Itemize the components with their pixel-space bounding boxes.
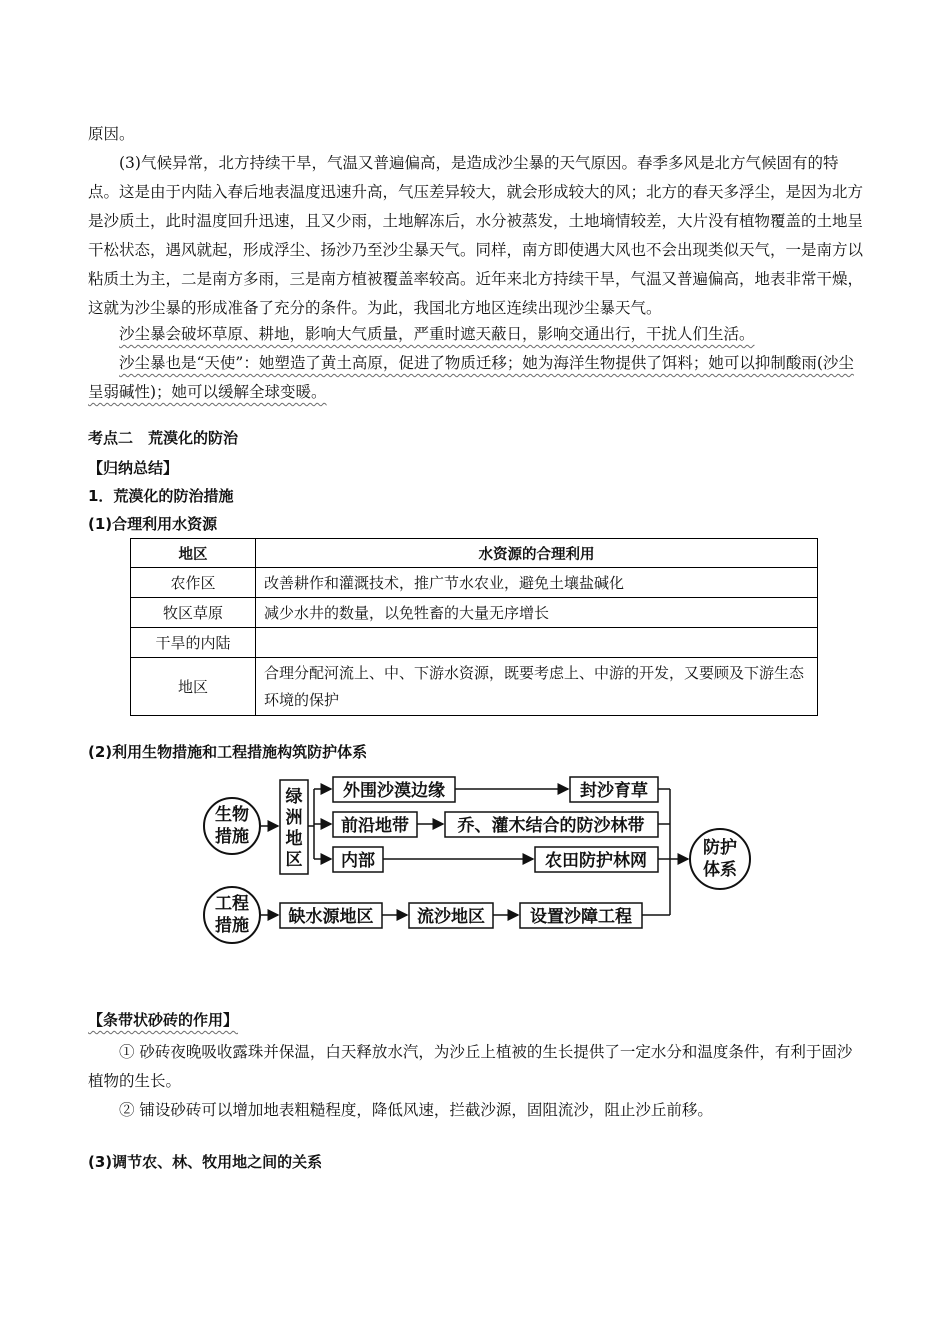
bio-label-1: 生物: [215, 805, 249, 825]
paragraph-harm: [88, 320, 864, 349]
protection-flowchart: [200, 770, 780, 950]
brick-item-2: ② 铺设砂砖可以增加地表粗糙程度，降低风速，拦截沙源，固阻流沙，阻止沙丘前移。: [119, 1101, 713, 1119]
bio-label-2: 措施: [215, 827, 249, 847]
system-label-2: 体系: [703, 860, 737, 880]
seal-label: 封沙育草: [580, 781, 648, 801]
lack-water-label: 缺水源地区: [288, 907, 374, 927]
cell-use: 减少水井的数量，以免牲畜的大量无序增长: [256, 598, 818, 628]
system-label-1: 防护: [703, 838, 737, 858]
table-row: [131, 658, 818, 716]
brick-title: 【条带状砂砖的作用】: [88, 1011, 239, 1029]
heading-measures: 1．荒漠化的防治措施: [88, 487, 234, 505]
oasis-char: 区: [285, 850, 303, 870]
heading-land-use: (3)调节农、林、牧用地之间的关系: [88, 1153, 323, 1171]
oasis-char: 绿: [285, 787, 303, 807]
cell-use: 合理分配河流上、中、下游水资源，既要考虑上、中游的开发，又要顾及下游生态环境的保护: [256, 658, 818, 716]
farm-net-label: 农田防护林网: [545, 851, 647, 871]
header-region: 地区: [131, 539, 256, 568]
section-title: 考点二 荒漠化的防治: [88, 429, 239, 447]
cell-region: 地区: [131, 658, 256, 716]
summary-heading: 【归纳总结】: [88, 459, 179, 477]
inner-label: 内部: [341, 851, 375, 871]
forest-belt-label: 乔、灌木结合的防沙林带: [457, 816, 645, 836]
eng-label-2: 措施: [215, 916, 249, 936]
sand-area-label: 流沙地区: [417, 907, 485, 927]
oasis-char: 洲: [285, 808, 303, 828]
barrier-label: 设置沙障工程: [530, 907, 632, 927]
front-label: 前沿地带: [341, 816, 409, 836]
eng-label-1: 工程: [215, 894, 249, 914]
angel-text: 沙尘暴也是“天使”：她塑造了黄土高原，促进了物质迁移；她为海洋生物提供了饵料；她可以抑制酸雨(沙尘呈弱碱性)；她可以缓解全球变暖。: [88, 354, 854, 401]
brick-item-1: ① 砂砖夜晚吸收露珠并保温，白天释放水汽，为沙丘上植被的生长提供了一定水分和温度条件，有利于固沙植物的生长。: [88, 1043, 853, 1090]
heading-protection: (2)利用生物措施和工程措施构筑防护体系: [88, 743, 368, 761]
cell-use-empty: [256, 628, 818, 658]
table-row: [131, 598, 818, 628]
harm-text: 沙尘暴会破坏草原、耕地，影响大气质量，严重时遮天蔽日，影响交通出行，干扰人们生活。: [119, 325, 755, 343]
header-use: 水资源的合理利用: [256, 539, 818, 568]
table-row: [131, 628, 818, 658]
table-row: [131, 568, 818, 598]
intro-line: 原因。: [88, 125, 135, 143]
cell-region: 干旱的内陆: [131, 628, 256, 658]
table-header-row: [131, 539, 818, 568]
oasis-char: 地: [285, 829, 303, 849]
paragraph-weather-cause: (3)气候异常，北方持续干旱，气温又普遍偏高，是造成沙尘暴的天气原因。春季多风是北方气候固有的特点。这是由于内陆入春后地表温度迅速升高，气压差异较大，就会形成较大的风；北方的春天多浮尘，是因为北方是沙质土，此时温度回升迅速，且又少雨，土地解冻后，水分被蒸发，土地墒情较差，大片没有植物覆盖的土地呈干松状态，遇风就起，形成浮尘、扬沙乃至沙尘暴天气。同样，南方即使遇大风也不会出现类似天气，一是南方以粘质土为主，二是南方多雨，三是南方植被覆盖率较高。近年来北方持续干旱，气温又普遍偏高，地表非常干燥，这就为沙尘暴的形成准备了充分的条件。为此，我国北方地区连续出现沙尘暴天气。: [88, 154, 864, 317]
cell-use: 改善耕作和灌溉技术，推广节水农业，避免土壤盐碱化: [256, 568, 818, 598]
water-resource-table: [130, 538, 818, 716]
brick-heading: [88, 1010, 238, 1030]
cell-region: 农作区: [131, 568, 256, 598]
outer-label: 外围沙漠边缘: [343, 781, 445, 801]
cell-region: 牧区草原: [131, 598, 256, 628]
paragraph-angel: [88, 349, 864, 407]
heading-water: (1)合理利用水资源: [88, 515, 218, 533]
